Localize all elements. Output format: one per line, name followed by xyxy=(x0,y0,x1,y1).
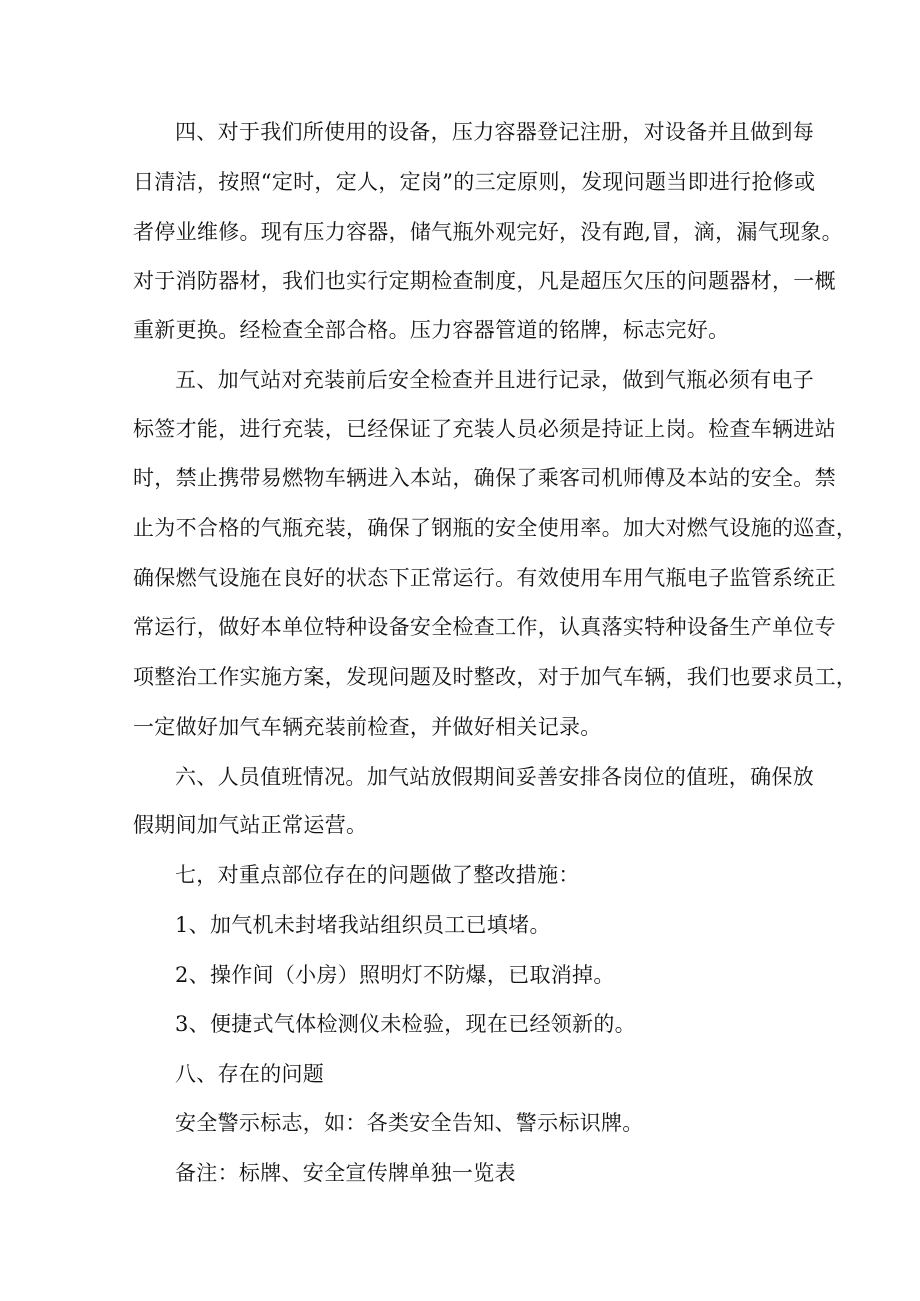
para5-line-4: 止为不合格的气瓶充装，确保了钢瓶的安全使用率。加大对燃气设施的巡查， xyxy=(133,516,858,540)
note-line: 备注：标牌、安全宣传牌单独一览表 xyxy=(175,1161,516,1185)
para5-line-7: 项整治工作实施方案，发现问题及时整改，对于加气车辆，我们也要求员工， xyxy=(133,665,858,689)
para4-line-1: 四、对于我们所使用的设备，压力容器登记注册，对设备并且做到每 xyxy=(175,120,814,144)
para8-heading: 八、存在的问题 xyxy=(175,1062,325,1086)
para7-heading: 七，对重点部位存在的问题做了整改措施： xyxy=(175,863,580,887)
para7-item-2: 2、操作间（小房）照明灯不防爆，已取消掉。 xyxy=(175,963,615,987)
para5-line-5: 确保燃气设施在良好的状态下正常运行。有效使用车用气瓶电子监管系统正 xyxy=(133,566,836,590)
para7-item-3: 3、便捷式气体检测仪未检验，现在已经领新的。 xyxy=(175,1012,636,1036)
para5-line-1: 五、加气站对充装前后安全检查并且进行记录，做到气瓶必须有电子 xyxy=(175,368,814,392)
para6-line-2: 假期间加气站正常运营。 xyxy=(133,813,368,837)
para5-line-3: 时，禁止携带易燃物车辆进入本站，确保了乘客司机师傅及本站的安全。禁 xyxy=(133,466,836,490)
para8-text: 安全警示标志，如：各类安全告知、警示标识牌。 xyxy=(175,1111,644,1135)
para4-line-2: 日清洁，按照“定时，定人，定岗”的三定原则，发现问题当即进行抢修或 xyxy=(133,170,816,194)
para6-line-1: 六、人员值班情况。加气站放假期间妥善安排各岗位的值班，确保放 xyxy=(175,765,814,789)
para5-line-2: 标签才能，进行充装，已经保证了充装人员必须是持证上岗。检查车辆进站 xyxy=(133,417,836,441)
para4-line-5: 重新更换。经检查全部合格。压力容器管道的铭牌，标志完好。 xyxy=(133,318,730,342)
para7-item-1: 1、加气机未封堵我站组织员工已填堵。 xyxy=(175,913,551,937)
para4-line-4: 对于消防器材，我们也实行定期检查制度，凡是超压欠压的问题器材，一概 xyxy=(133,269,836,293)
para4-line-3: 者停业维修。现有压力容器，储气瓶外观完好，没有跑,冒，滴，漏气现象。 xyxy=(133,220,843,244)
para5-line-8: 一定做好加气车辆充装前检查，并做好相关记录。 xyxy=(133,715,602,739)
para5-line-6: 常运行，做好本单位特种设备安全检查工作，认真落实特种设备生产单位专 xyxy=(133,615,836,639)
